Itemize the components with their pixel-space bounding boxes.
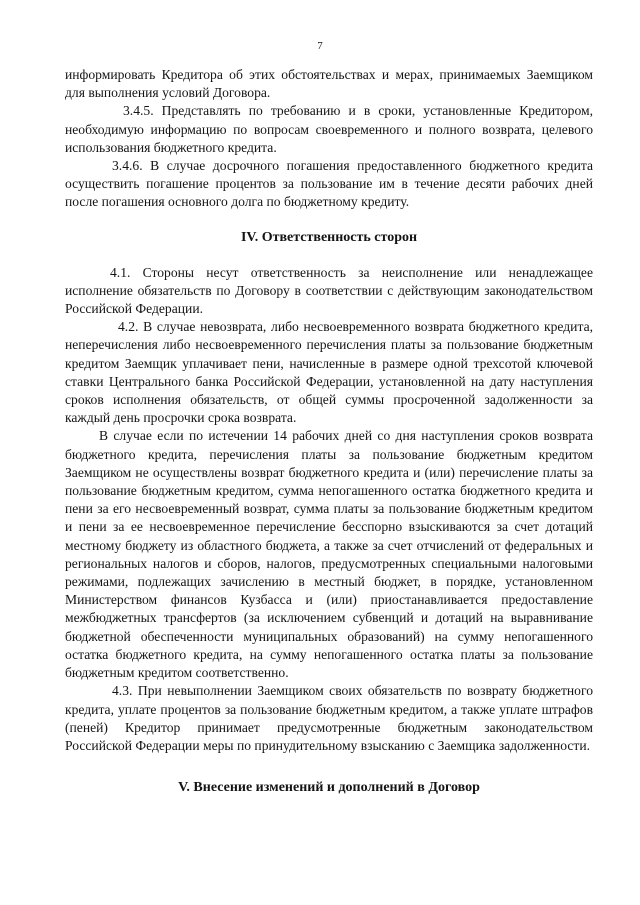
- page-number: 7: [317, 40, 323, 52]
- paragraph-4-2: 4.2. В случае невозврата, либо несвоевременного возврата бюджетного кредита, неперечисления либо несвоевременного перечисления платы за пользование бюджетным кредитом Заемщик уплачивает пени, начисленные в размере одной трехсотой ключевой ставки Центрального банка Российской Федерации, установленной на дату наступления сроков исполнения обязательств, от общей суммы просроченной задолженности за каждый день просрочки срока возврата.: [65, 319, 593, 426]
- paragraph-3-4-5: 3.4.5. Представлять по требованию и в сроки, установленные Кредитором, необходимую информацию по вопросам своевременного и полного возврата, целевого использования бюджетного кредита.: [65, 103, 593, 155]
- section-4-heading: IV. Ответственность сторон: [240, 229, 418, 245]
- paragraph-4-3: 4.3. При невыполнении Заемщиком своих обязательств по возврату бюджетного кредита, уплате процентов за пользование бюджетным кредитом, а также уплате штрафов (пеней) Кредитор принимает предусмотренные бюджетным законодательством Российской Федерации меры по принудительному взысканию с Заемщика задолженности.: [65, 683, 593, 753]
- document-body: [65, 66, 593, 797]
- section-5-heading: V. Внесение изменений и дополнений в Договор: [178, 780, 480, 796]
- paragraph-4-1: 4.1. Стороны несут ответственность за неисполнение или ненадлежащее исполнение обязательств по Договору в соответствии с действующим законодательством Российской Федерации.: [65, 264, 593, 317]
- paragraph-4-2-continued: В случае если по истечении 14 рабочих дней со дня наступления сроков возврата бюджетного кредита, перечисления платы за пользование бюджетным кредитом Заемщиком не осуществлены возврат бюджетного кредита и (или) перечисление платы за пользование бюджетным кредитом, сумма непогашенного остатка бюджетного кредита и пени за его несвоевременный возврат, сумма платы за пользование бюджетным кредитом и пени за ее несвоевременное перечисление бесспорно взыскиваются за счет дотаций местному бюджету из областного бюджета, а также за счет отчислений от федеральных и региональных налогов и сборов, налогов, предусмотренных специальными налоговыми режимами, подлежащих зачислению в местный бюджет, в порядке, установленном Министерством финансов Кузбасса и (или) приостанавливается предоставление межбюджетных трансфертов (за исключением субвенций и дотаций на выравнивание бюджетной обеспеченности муниципальных образований) на сумму непогашенного остатка бюджетного кредита, на сумму непогашенного остатка платы за пользование бюджетным кредитом соответственно.: [65, 428, 593, 681]
- paragraph-3-4-6: 3.4.6. В случае досрочного погашения предоставленного бюджетного кредита осуществить погашение процентов за пользование им в течение десяти рабочих дней после погашения основного долга по бюджетному кредиту.: [65, 158, 593, 210]
- paragraph-continuation: информировать Кредитора об этих обстоятельствах и мерах, принимаемых Заемщиком для выполнения условий Договора.: [65, 67, 593, 101]
